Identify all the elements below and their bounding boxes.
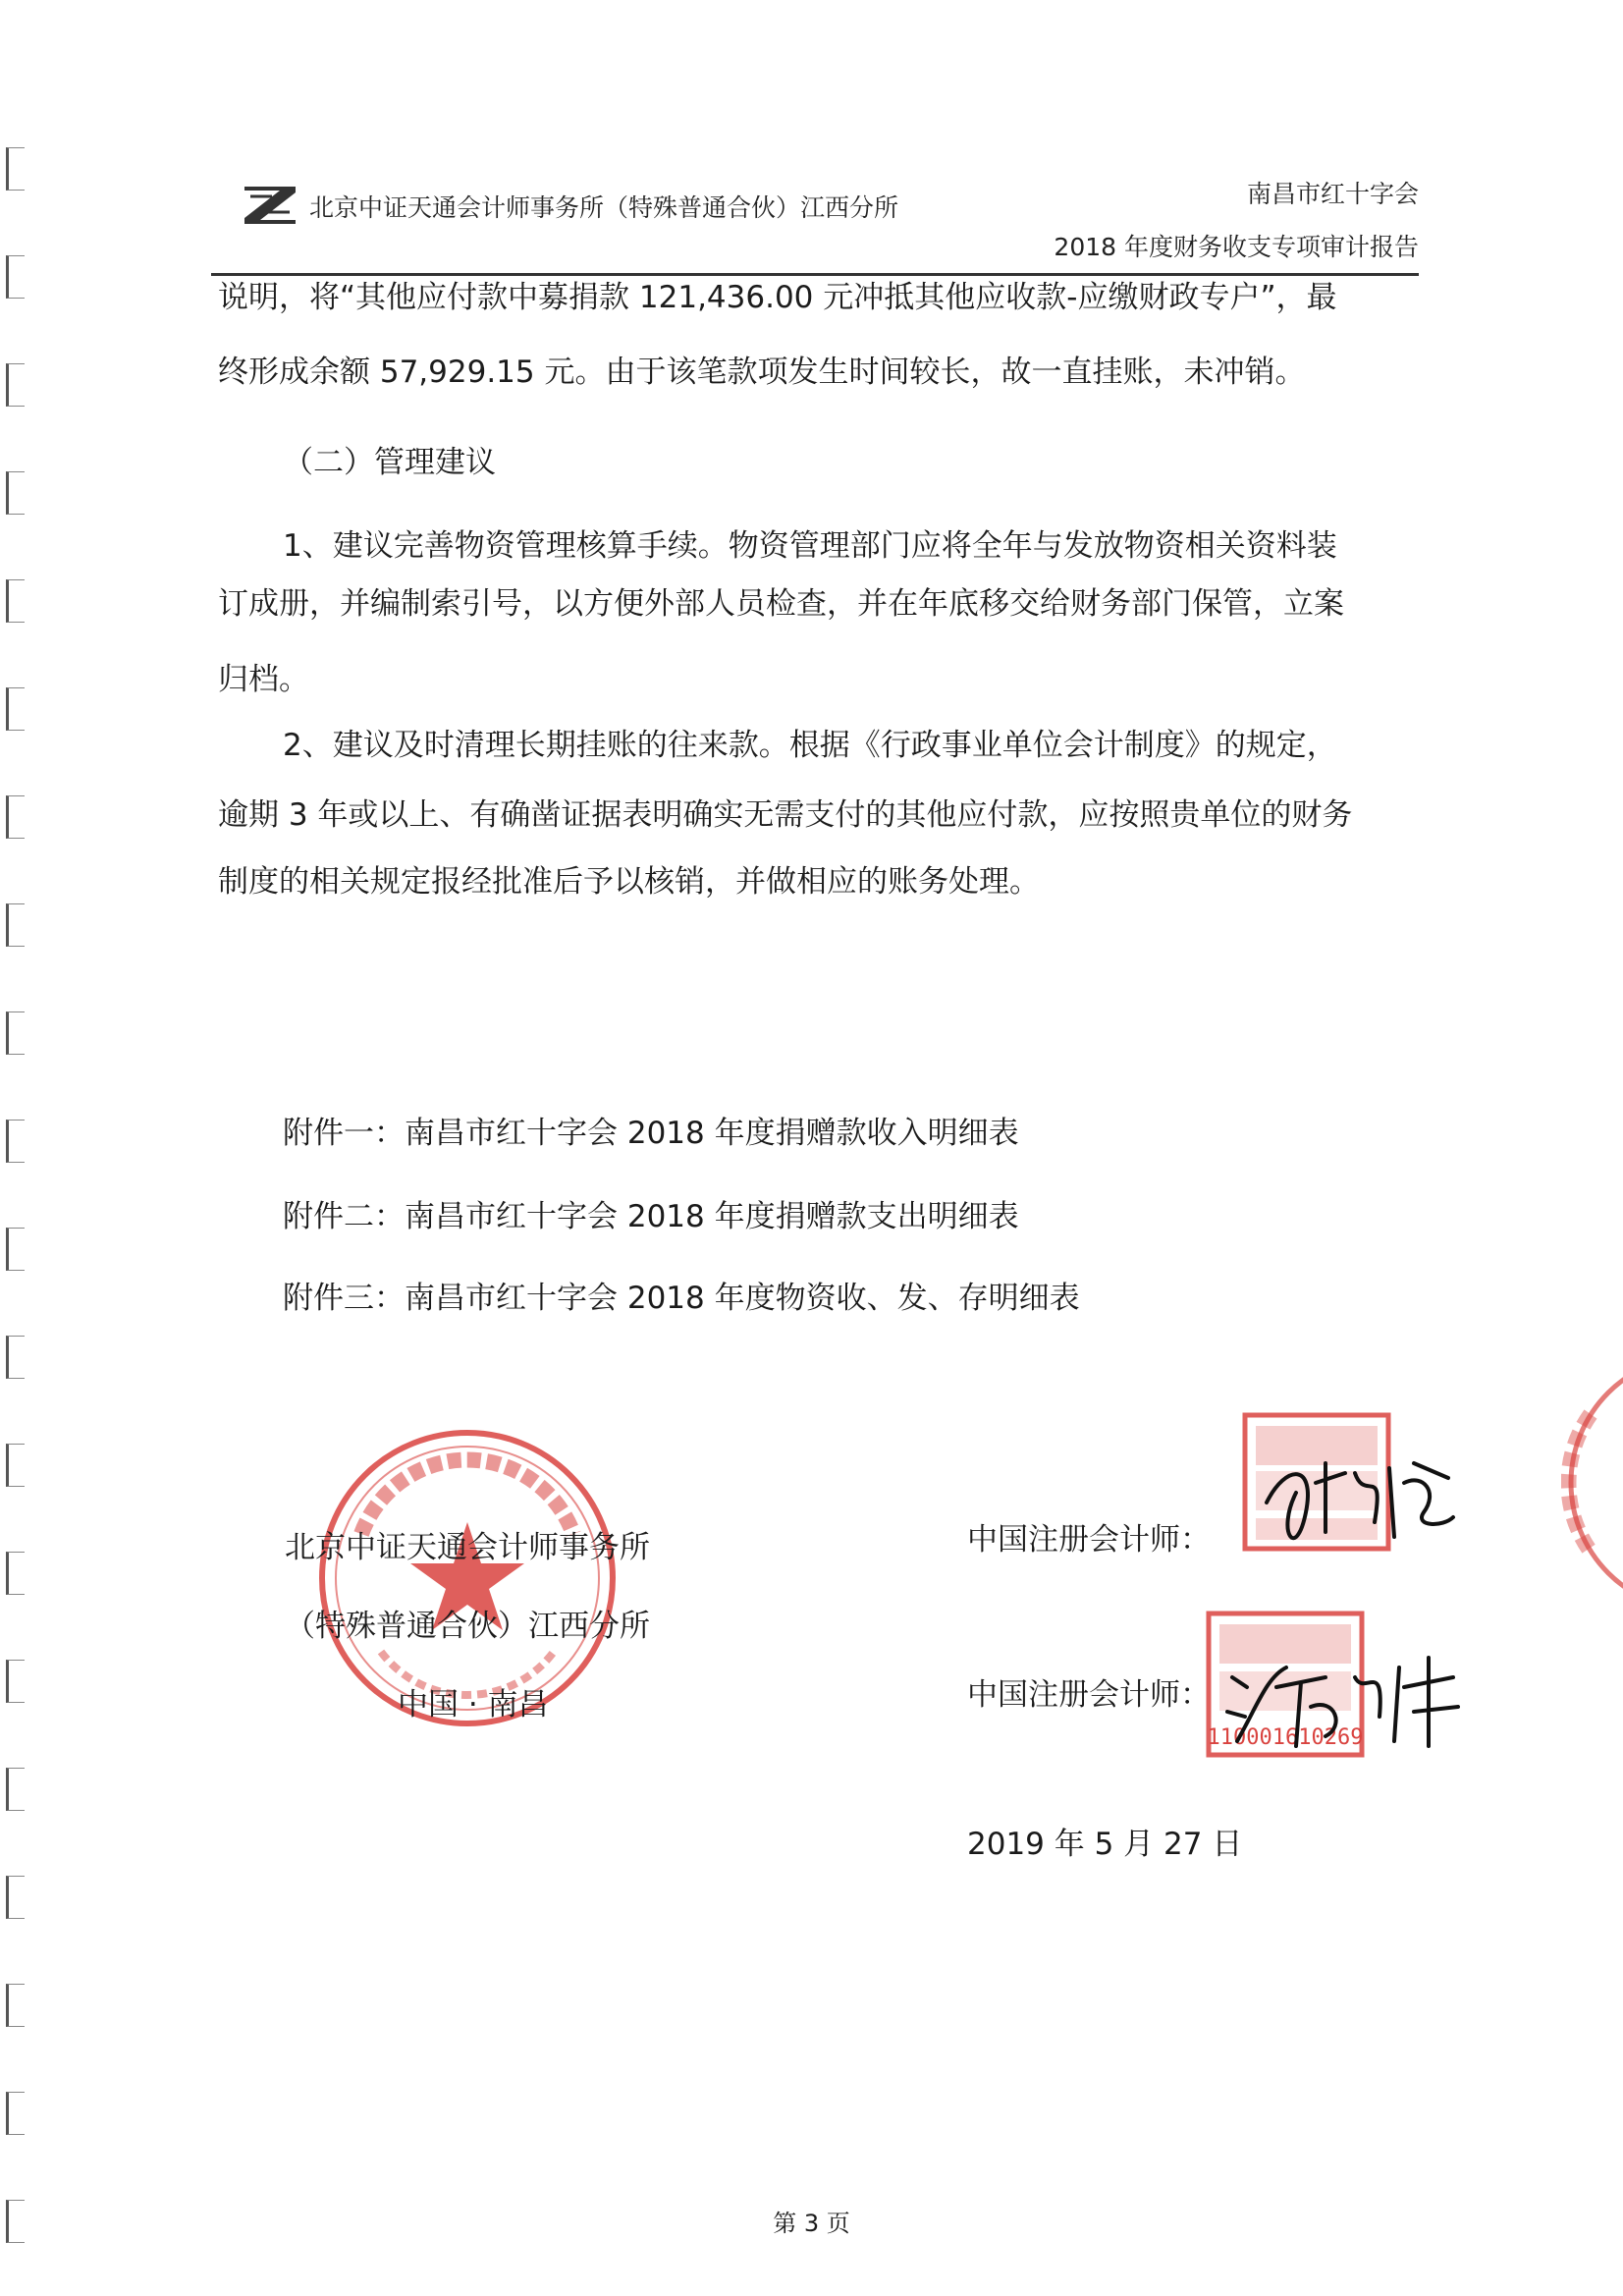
attachment-item xyxy=(283,1191,1019,1235)
attachment-label: 附件二： xyxy=(283,1199,405,1234)
binding-mark xyxy=(6,903,25,947)
section-heading: （二）管理建议 xyxy=(283,445,496,480)
header-firm-name: 北京中证天通会计师事务所（特殊普通合伙）江西分所 xyxy=(309,193,899,222)
header-divider xyxy=(211,273,1419,276)
page-header xyxy=(211,147,1419,277)
attachment-label: 附件三： xyxy=(283,1281,405,1316)
paragraph-line: 终形成余额 57,929.15 元。由于该笔款项发生时间较长，故一直挂账，未冲销。 xyxy=(218,355,1306,390)
attachment-label: 附件一： xyxy=(283,1116,405,1151)
paragraph-line: 制度的相关规定报经批准后予以核销，并做相应的账务处理。 xyxy=(218,864,1040,900)
binding-mark xyxy=(6,1444,25,1487)
paragraph-line: 归档。 xyxy=(218,662,309,697)
binding-mark xyxy=(6,2092,25,2135)
header-report-name: 2018 年度财务收支专项审计报告 xyxy=(1054,233,1419,261)
paragraph-line: 订成册，并编制索引号，以方便外部人员检查，并在年底移交给财务部门保管，立案 xyxy=(218,586,1344,622)
binding-mark xyxy=(6,1660,25,1703)
binding-mark xyxy=(6,1552,25,1595)
binding-mark xyxy=(6,363,25,407)
binding-mark xyxy=(6,795,25,839)
binding-mark xyxy=(6,147,25,191)
signature-firm-line: 北京中证天通会计师事务所 xyxy=(285,1530,650,1565)
binding-mark xyxy=(6,1984,25,2027)
cpa-label: 中国注册会计师： xyxy=(967,1677,1211,1713)
paragraph-line: 1、建议完善物资管理核算手续。物资管理部门应将全年与发放物资相关资料装 xyxy=(283,528,1337,564)
binding-mark xyxy=(6,687,25,731)
binding-mark xyxy=(6,1768,25,1811)
signature-handwriting-icon xyxy=(1257,1444,1463,1552)
binding-mark xyxy=(6,1228,25,1271)
binding-mark xyxy=(6,1120,25,1163)
paragraph-line: 逾期 3 年或以上、有确凿证据表明确实无需支付的其他应付款，应按照贵单位的财务 xyxy=(218,797,1353,833)
attachment-item xyxy=(283,1273,1080,1317)
signature-handwriting-icon xyxy=(1217,1638,1473,1756)
edge-seal-icon xyxy=(1561,1355,1623,1611)
header-client-name: 南昌市红十字会 xyxy=(1246,180,1419,208)
paragraph-line: 2、建议及时清理长期挂账的往来款。根据《行政事业单位会计制度》的规定， xyxy=(283,728,1337,763)
attachment-title: 南昌市红十字会 2018 年度捐赠款收入明细表 xyxy=(405,1116,1019,1151)
binding-mark xyxy=(6,1011,25,1055)
report-date: 2019 年 5 月 27 日 xyxy=(967,1827,1243,1862)
signature-location: 中国 · 南昌 xyxy=(398,1687,549,1722)
signature-firm-line: （特殊普通合伙）江西分所 xyxy=(285,1609,650,1644)
attachment-title: 南昌市红十字会 2018 年度物资收、发、存明细表 xyxy=(405,1281,1080,1316)
binding-mark xyxy=(6,471,25,515)
paragraph-line: 说明，将“其他应付款中募捐款 121,436.00 元冲抵其他应收款-应缴财政专户”，最 xyxy=(218,280,1337,315)
binding-mark xyxy=(6,1336,25,1379)
attachment-title: 南昌市红十字会 2018 年度捐赠款支出明细表 xyxy=(405,1199,1019,1234)
page-number: 第 3 页 xyxy=(773,2210,850,2237)
cpa-label: 中国注册会计师： xyxy=(967,1522,1211,1558)
cpa-stamp-number: 110001610269 xyxy=(1207,1725,1364,1750)
binding-marks xyxy=(6,0,27,2296)
binding-mark xyxy=(6,579,25,623)
firm-logo-icon xyxy=(241,183,299,226)
attachment-item xyxy=(283,1108,1019,1152)
binding-mark xyxy=(6,255,25,299)
binding-mark xyxy=(6,1876,25,1919)
